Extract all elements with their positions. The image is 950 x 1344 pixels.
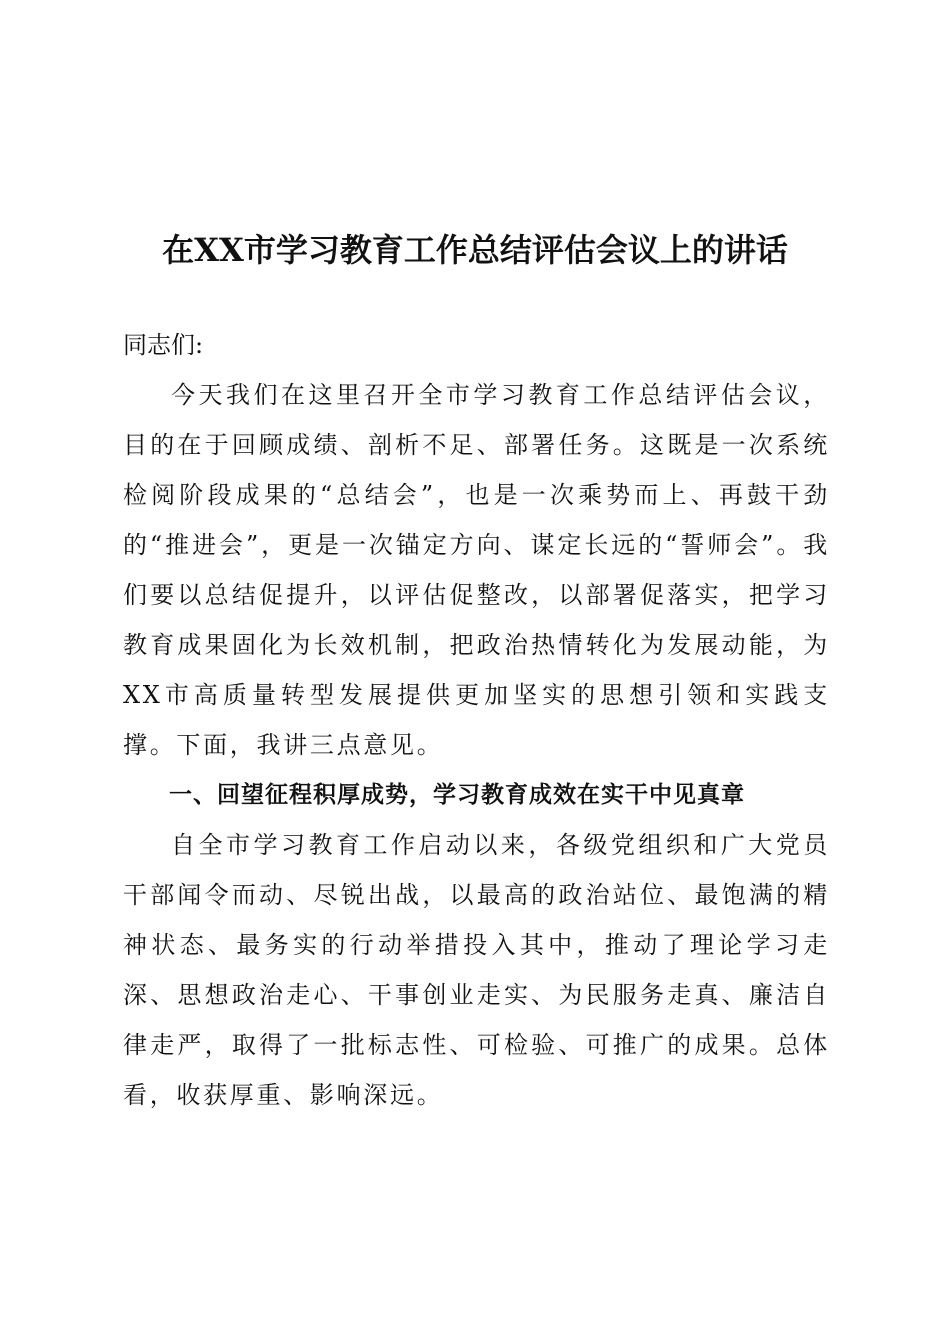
document-body	[123, 320, 830, 1120]
paragraph-section-1: 自全市学习教育工作启动以来，各级党组织和广大党员干部闻令而动、尽锐出战，以最高的政治站位、最饱满的精神状态、最务实的行动举措投入其中，推动了理论学习走深、思想政治走心、干事创业走实、为民服务走真、廉洁自律走严，取得了一批标志性、可检验、可推广的成果。总体看，收获厚重、影响深远。	[123, 831, 830, 1109]
paragraph-intro: 今天我们在这里召开全市学习教育工作总结评估会议，目的在于回顾成绩、剖析不足、部署任务。这既是一次系统检阅阶段成果的“总结会”，也是一次乘势而上、再鼓干劲的“推进会”，更是一次锚定方向、谋定长远的“誓师会”。我们要以总结促提升，以评估促整改，以部署促落实，把学习教育成果固化为长效机制，把政治热情转化为发展动能，为XX市高质量转型发展提供更加坚实的思想引领和实践支撑。下面，我讲三点意见。	[123, 381, 830, 759]
section-heading-1: 一、回望征程积厚成势，学习教育成效在实干中见真章	[169, 782, 745, 808]
document-title: 在XX市学习教育工作总结评估会议上的讲话	[162, 231, 788, 270]
salutation: 同志们:	[123, 331, 204, 359]
